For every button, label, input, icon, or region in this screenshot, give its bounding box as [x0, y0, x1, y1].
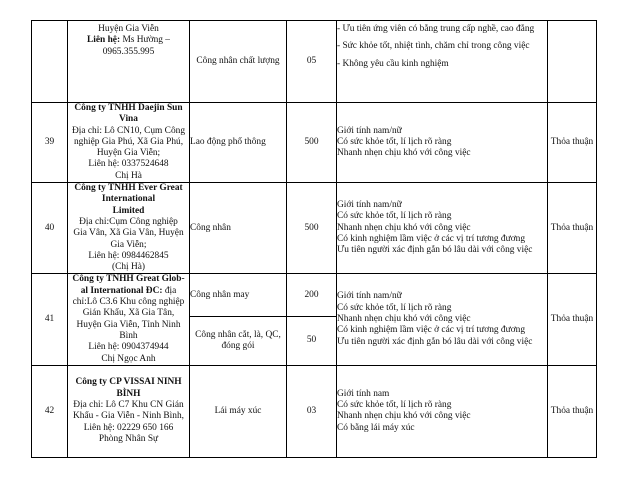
- quantity-cell: 500: [287, 103, 337, 183]
- requirements-cell: [337, 103, 548, 183]
- company-address-line: Khẩu - Gia Viễn - Ninh Bình,: [73, 411, 184, 422]
- requirement-item: Ưu tiên người xác định gắn bó lâu dài với công việc: [337, 245, 533, 256]
- company-name: Limited: [112, 205, 145, 216]
- position-cell: [190, 317, 287, 366]
- position-cell: Công nhân chất lượng: [190, 21, 287, 103]
- contact-phone: Liên hệ: 02229 650 166: [83, 422, 174, 433]
- row-number: 42: [32, 365, 68, 457]
- requirement-item: Giới tính nam/nữ: [337, 125, 402, 136]
- contact-phone: 0965.355.995: [102, 46, 155, 57]
- company-address-line: Địa chỉ: Lô C7 Khu CN Gián: [73, 400, 184, 411]
- row-number: [32, 21, 68, 103]
- contact-name: Ms Hường –: [120, 35, 170, 46]
- contact-label: Liên hệ:: [87, 35, 121, 46]
- company-address-line: Địa chỉ: Lô CN10, Cụm Công: [71, 125, 186, 136]
- company-address-line: nghiệp Gia Phú, Xã Gia Phú,: [73, 136, 184, 147]
- company-cell: [68, 183, 190, 274]
- quantity-cell: 50: [287, 317, 337, 366]
- company-cell: [68, 365, 190, 457]
- requirement-item: - Không yêu cầu kinh nghiệm: [337, 58, 449, 69]
- company-address-line: Gia Vân, Xã Gia Vân, Huyện: [73, 228, 184, 239]
- company-name: al International ĐC:: [80, 285, 163, 296]
- quantity-cell: 05: [287, 21, 337, 103]
- table-row: [32, 183, 597, 274]
- requirements-cell: [337, 21, 548, 103]
- position-cell: Công nhân: [190, 183, 287, 274]
- contact-line: [68, 35, 189, 46]
- salary-cell: Thỏa thuận: [548, 274, 597, 365]
- company-name: Công ty TNHH Ever Great: [74, 183, 183, 194]
- quantity-cell: 500: [287, 183, 337, 274]
- requirement-item: - Ưu tiên ứng viên có bằng trung cấp nghề, cao đẳng: [337, 24, 535, 34]
- company-name: BÌNH: [116, 388, 141, 399]
- table-row: [32, 103, 597, 183]
- table-row: [32, 274, 597, 317]
- contact-phone: Liên hệ: 0984462845: [88, 250, 169, 261]
- requirement-item: Nhanh nhẹn chịu khó với công việc: [337, 411, 471, 422]
- contact-name: Chị Hà: [115, 170, 142, 181]
- company-name: International: [101, 194, 156, 205]
- position-cell: Lao động phổ thông: [190, 103, 287, 183]
- company-address-line: Huyện Gia Viễn: [98, 24, 159, 34]
- table-row: [32, 365, 597, 457]
- contact-phone: Liên hệ: 0904374944: [88, 342, 169, 353]
- contact-phone: Liên hệ: 0337524648: [88, 159, 169, 170]
- company-address-line: Huyện Gia Viễn, Tỉnh Ninh: [76, 319, 181, 330]
- requirement-item: Giới tính nam/nữ: [337, 200, 402, 211]
- company-address-line: Bình: [119, 330, 138, 341]
- requirement-item: Có sức khỏe tốt, lí lịch rõ ràng: [337, 211, 452, 222]
- requirement-item: Nhanh nhẹn chịu khó với công việc: [337, 313, 471, 324]
- requirements-cell: [337, 365, 548, 457]
- row-number: 40: [32, 183, 68, 274]
- position-cell: Công nhân may: [190, 274, 287, 317]
- requirement-item: Nhanh nhẹn chịu khó với công việc: [337, 148, 471, 159]
- table-row: [32, 21, 597, 103]
- company-name-line: [68, 286, 189, 297]
- requirements-cell: [337, 183, 548, 274]
- company-cell: [68, 103, 190, 183]
- requirement-item: Có sức khỏe tốt, lí lịch rõ ràng: [337, 136, 452, 147]
- salary-cell: Thỏa thuận: [548, 183, 597, 274]
- salary-cell: Thỏa thuận: [548, 365, 597, 457]
- company-name: Công ty CP VISSAI NINH: [75, 377, 182, 388]
- contact-name: Phòng Nhân Sự: [98, 433, 159, 444]
- position-cell: Lái máy xúc: [190, 365, 287, 457]
- requirement-item: Giới tính nam/nữ: [337, 291, 402, 302]
- salary-cell: [548, 21, 597, 103]
- contact-name: Chị Ngọc Anh: [101, 353, 156, 364]
- requirement-item: Ưu tiên người xác định gắn bó lâu dài với công việc: [337, 336, 533, 347]
- salary-cell: Thỏa thuận: [548, 103, 597, 183]
- company-cell: [68, 21, 190, 103]
- requirement-item: Có bằng lái máy xúc: [337, 422, 415, 433]
- requirement-item: - Sức khỏe tốt, nhiệt tình, chăm chỉ trong công việc: [337, 41, 530, 52]
- requirement-item: Có sức khỏe tốt, lí lịch rõ ràng: [337, 400, 452, 411]
- company-address-line: chỉ:Lô C3.6 Khu công nghiệp: [72, 297, 185, 308]
- requirements-cell: [337, 274, 548, 365]
- quantity-cell: 200: [287, 274, 337, 317]
- row-number: 41: [32, 274, 68, 365]
- position-label: Công nhân cắt, là, QC, đóng gói: [195, 329, 281, 351]
- requirement-item: Nhanh nhẹn chịu khó với công việc: [337, 222, 471, 233]
- requirement-item: Có sức khỏe tốt, lí lịch rõ ràng: [337, 302, 452, 313]
- company-name: Công ty TNHH Daejin Sun: [74, 103, 183, 113]
- requirement-item: Có kinh nghiệm lầm việc ở các vị trí tương đương: [337, 325, 526, 336]
- contact-name: (Chị Hà): [111, 262, 146, 273]
- job-listing-table: [31, 20, 597, 458]
- requirement-item: Giới tính nam: [337, 388, 390, 399]
- company-address-line: Gián Khẩu, Xã Gia Tân,: [82, 308, 175, 319]
- company-address-line: Gia Viễn;: [110, 239, 147, 250]
- company-name: Vina: [119, 114, 138, 125]
- company-cell: [68, 274, 190, 365]
- company-address-line: Huyện Gia Viễn;: [96, 148, 161, 159]
- quantity-cell: 03: [287, 365, 337, 457]
- requirement-item: Có kinh nghiệm lầm việc ở các vị trí tương đương: [337, 233, 526, 244]
- company-address-line: Địa chỉ:Cụm Công nghiệp: [79, 216, 178, 227]
- company-name: Công ty TNHH Great Glob-: [72, 274, 185, 285]
- company-address-line: địa: [162, 285, 177, 296]
- row-number: 39: [32, 103, 68, 183]
